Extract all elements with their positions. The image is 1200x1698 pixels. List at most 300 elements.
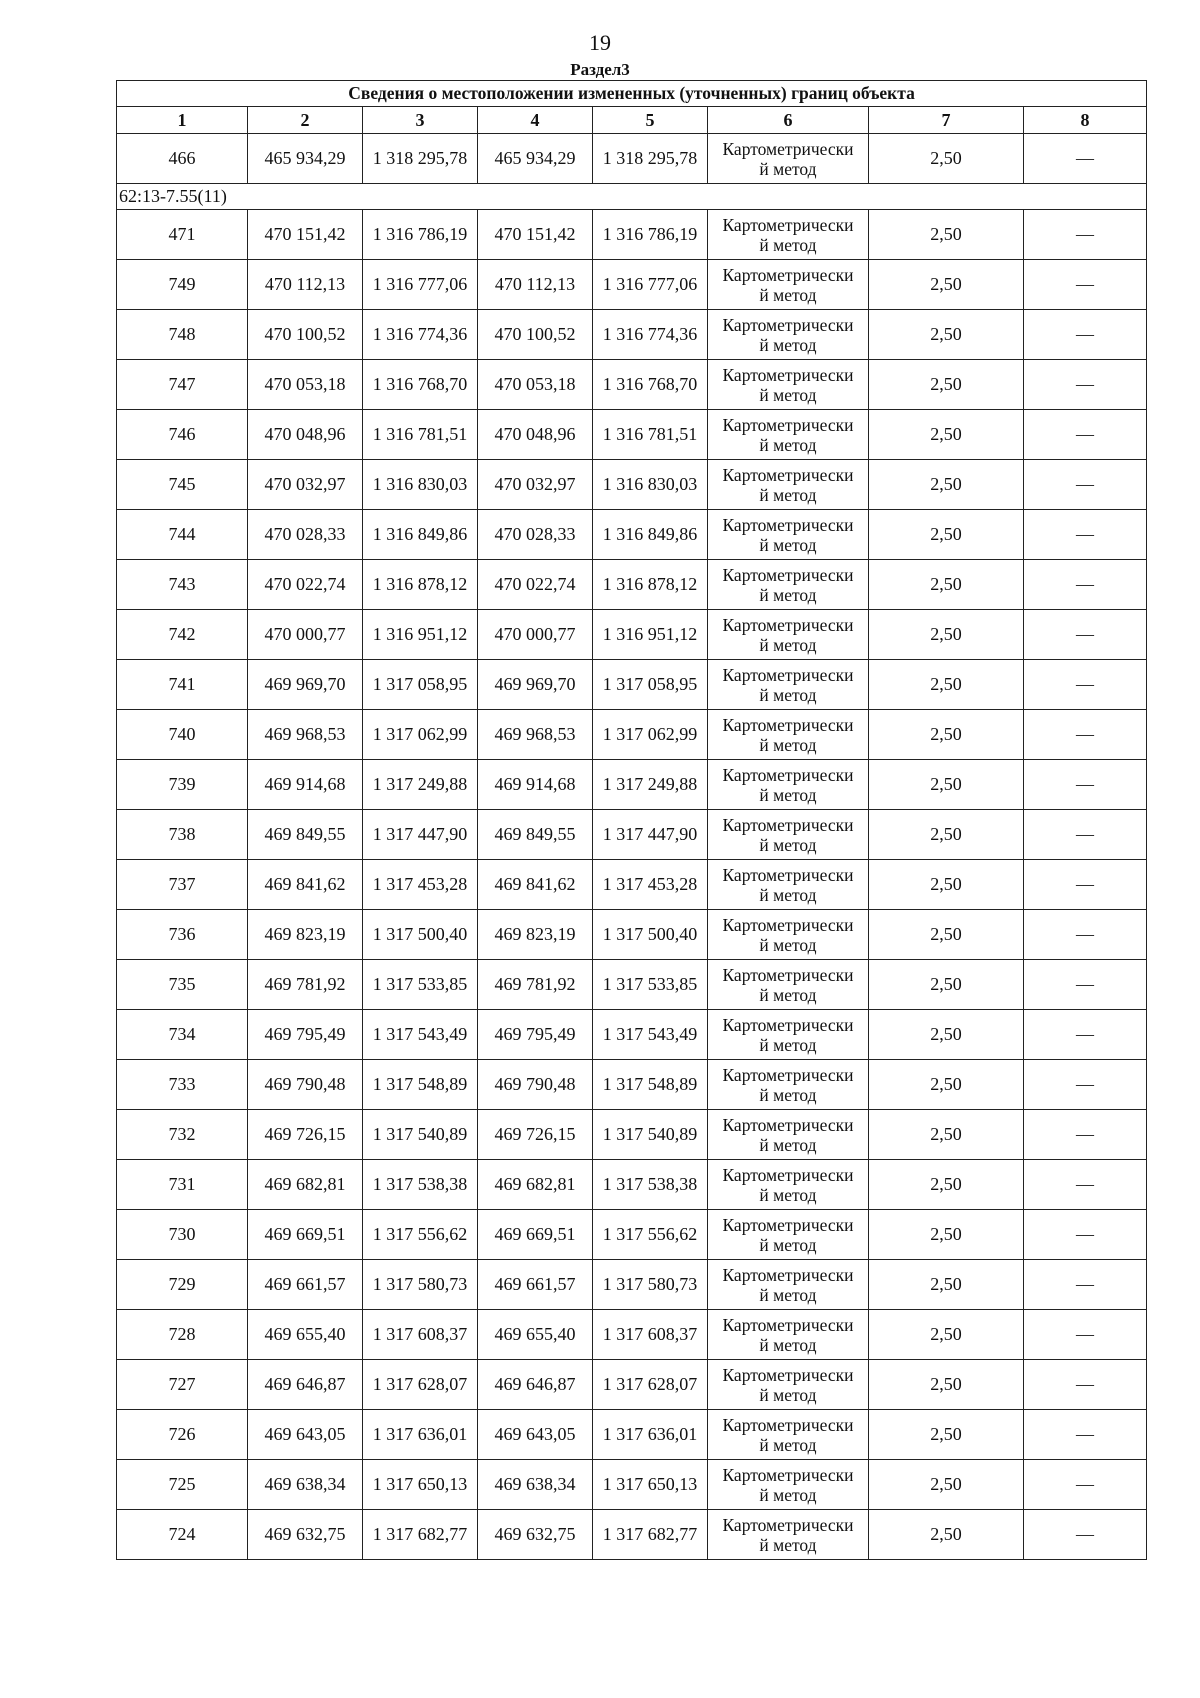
table-row [117, 660, 1147, 710]
x-old: 470 048,96 [248, 410, 363, 460]
method-cell [708, 1260, 869, 1310]
y-old: 1 316 781,51 [363, 410, 478, 460]
dash: — [1024, 1110, 1147, 1160]
x-old: 470 028,33 [248, 510, 363, 560]
dash: — [1024, 810, 1147, 860]
method-cell [708, 460, 869, 510]
table-row [117, 260, 1147, 310]
method-cell [708, 210, 869, 260]
coordinates-table [116, 80, 1147, 1560]
dash: — [1024, 1360, 1147, 1410]
accuracy: 2,50 [869, 410, 1024, 460]
y-old: 1 318 295,78 [363, 134, 478, 184]
accuracy: 2,50 [869, 260, 1024, 310]
point-number: 726 [117, 1410, 248, 1460]
accuracy: 2,50 [869, 460, 1024, 510]
x-old: 469 632,75 [248, 1510, 363, 1560]
y-new: 1 316 768,70 [593, 360, 708, 410]
point-number: 735 [117, 960, 248, 1010]
accuracy: 2,50 [869, 1210, 1024, 1260]
y-new: 1 317 650,13 [593, 1460, 708, 1510]
y-new: 1 317 556,62 [593, 1210, 708, 1260]
x-old: 469 643,05 [248, 1410, 363, 1460]
y-new: 1 317 548,89 [593, 1060, 708, 1110]
x-new: 470 048,96 [478, 410, 593, 460]
y-old: 1 316 777,06 [363, 260, 478, 310]
point-number: 734 [117, 1010, 248, 1060]
dash: — [1024, 1460, 1147, 1510]
table-row [117, 1410, 1147, 1460]
x-old: 469 968,53 [248, 710, 363, 760]
y-old: 1 317 538,38 [363, 1160, 478, 1210]
method-line-2: й метод [759, 1534, 817, 1555]
y-old: 1 316 774,36 [363, 310, 478, 360]
y-old: 1 317 580,73 [363, 1260, 478, 1310]
y-old: 1 317 556,62 [363, 1210, 478, 1260]
method-line-1: Картометрически [722, 1364, 854, 1385]
dash: — [1024, 410, 1147, 460]
x-old: 470 032,97 [248, 460, 363, 510]
y-new: 1 317 543,49 [593, 1010, 708, 1060]
method-line-1: Картометрически [722, 364, 854, 385]
point-number: 729 [117, 1260, 248, 1310]
point-number: 727 [117, 1360, 248, 1410]
accuracy: 2,50 [869, 810, 1024, 860]
x-old: 469 726,15 [248, 1110, 363, 1160]
method-cell [708, 134, 869, 184]
method-line-2: й метод [759, 1384, 817, 1405]
x-old: 465 934,29 [248, 134, 363, 184]
method-cell [708, 410, 869, 460]
dash: — [1024, 1410, 1147, 1460]
accuracy: 2,50 [869, 1410, 1024, 1460]
method-line-1: Картометрически [722, 1264, 854, 1285]
x-new: 469 655,40 [478, 1310, 593, 1360]
table-row [117, 210, 1147, 260]
dash: — [1024, 1310, 1147, 1360]
method-cell [708, 960, 869, 1010]
accuracy: 2,50 [869, 360, 1024, 410]
method-cell [708, 310, 869, 360]
method-line-1: Картометрически [722, 1064, 854, 1085]
accuracy: 2,50 [869, 1460, 1024, 1510]
y-old: 1 316 878,12 [363, 560, 478, 610]
table-row [117, 410, 1147, 460]
y-new: 1 317 540,89 [593, 1110, 708, 1160]
dash: — [1024, 1010, 1147, 1060]
x-new: 470 022,74 [478, 560, 593, 610]
accuracy: 2,50 [869, 510, 1024, 560]
x-old: 469 790,48 [248, 1060, 363, 1110]
x-new: 469 632,75 [478, 1510, 593, 1560]
table-row [117, 810, 1147, 860]
x-new: 469 795,49 [478, 1010, 593, 1060]
y-new: 1 316 878,12 [593, 560, 708, 610]
table-row [117, 1210, 1147, 1260]
x-old: 470 100,52 [248, 310, 363, 360]
method-cell [708, 660, 869, 710]
method-cell [708, 610, 869, 660]
group-row [117, 184, 1147, 210]
method-line-2: й метод [759, 1334, 817, 1355]
accuracy: 2,50 [869, 1060, 1024, 1110]
dash: — [1024, 134, 1147, 184]
x-new: 469 638,34 [478, 1460, 593, 1510]
x-old: 469 914,68 [248, 760, 363, 810]
point-number: 740 [117, 710, 248, 760]
group-label: 62:13-7.55(11) [117, 184, 1147, 210]
table-row [117, 1460, 1147, 1510]
column-number: 8 [1024, 107, 1147, 134]
table-row [117, 360, 1147, 410]
accuracy: 2,50 [869, 610, 1024, 660]
table-row [117, 1010, 1147, 1060]
dash: — [1024, 210, 1147, 260]
x-old: 469 638,34 [248, 1460, 363, 1510]
y-new: 1 316 781,51 [593, 410, 708, 460]
dash: — [1024, 310, 1147, 360]
x-new: 469 849,55 [478, 810, 593, 860]
method-line-2: й метод [759, 1184, 817, 1205]
y-old: 1 316 849,86 [363, 510, 478, 560]
x-old: 470 022,74 [248, 560, 363, 610]
x-new: 465 934,29 [478, 134, 593, 184]
method-line-2: й метод [759, 334, 817, 355]
method-line-2: й метод [759, 934, 817, 955]
x-old: 469 669,51 [248, 1210, 363, 1260]
table-row [117, 910, 1147, 960]
method-line-1: Картометрически [722, 1514, 854, 1535]
y-old: 1 317 533,85 [363, 960, 478, 1010]
method-cell [708, 1360, 869, 1410]
accuracy: 2,50 [869, 310, 1024, 360]
method-cell [708, 1110, 869, 1160]
method-line-1: Картометрически [722, 214, 854, 235]
point-number: 725 [117, 1460, 248, 1510]
x-new: 469 823,19 [478, 910, 593, 960]
method-line-1: Картометрически [722, 764, 854, 785]
point-number: 732 [117, 1110, 248, 1160]
x-old: 469 661,57 [248, 1260, 363, 1310]
y-new: 1 317 453,28 [593, 860, 708, 910]
table-row [117, 460, 1147, 510]
x-old: 469 823,19 [248, 910, 363, 960]
y-old: 1 317 636,01 [363, 1410, 478, 1460]
point-number: 741 [117, 660, 248, 710]
table-row [117, 1260, 1147, 1310]
x-old: 469 969,70 [248, 660, 363, 710]
table-row [117, 860, 1147, 910]
method-cell [708, 1410, 869, 1460]
x-new: 469 968,53 [478, 710, 593, 760]
method-cell [708, 1310, 869, 1360]
y-new: 1 317 538,38 [593, 1160, 708, 1210]
point-number: 749 [117, 260, 248, 310]
accuracy: 2,50 [869, 760, 1024, 810]
point-number: 724 [117, 1510, 248, 1560]
point-number: 746 [117, 410, 248, 460]
column-number: 1 [117, 107, 248, 134]
method-cell [708, 1010, 869, 1060]
accuracy: 2,50 [869, 1360, 1024, 1410]
method-line-2: й метод [759, 684, 817, 705]
accuracy: 2,50 [869, 210, 1024, 260]
method-line-1: Картометрически [722, 1114, 854, 1135]
y-old: 1 317 500,40 [363, 910, 478, 960]
x-old: 469 841,62 [248, 860, 363, 910]
accuracy: 2,50 [869, 1110, 1024, 1160]
x-old: 469 646,87 [248, 1360, 363, 1410]
method-line-1: Картометрически [722, 864, 854, 885]
x-new: 470 151,42 [478, 210, 593, 260]
method-line-1: Картометрически [722, 714, 854, 735]
method-line-1: Картометрически [722, 138, 854, 159]
method-line-2: й метод [759, 784, 817, 805]
point-number: 733 [117, 1060, 248, 1110]
method-cell [708, 360, 869, 410]
dash: — [1024, 260, 1147, 310]
table-caption-row [117, 81, 1147, 107]
point-number: 738 [117, 810, 248, 860]
point-number: 743 [117, 560, 248, 610]
accuracy: 2,50 [869, 1310, 1024, 1360]
dash: — [1024, 560, 1147, 610]
method-line-2: й метод [759, 234, 817, 255]
method-cell [708, 1060, 869, 1110]
method-line-2: й метод [759, 1234, 817, 1255]
x-old: 469 795,49 [248, 1010, 363, 1060]
accuracy: 2,50 [869, 910, 1024, 960]
dash: — [1024, 760, 1147, 810]
point-number: 739 [117, 760, 248, 810]
x-new: 469 726,15 [478, 1110, 593, 1160]
method-line-2: й метод [759, 1134, 817, 1155]
accuracy: 2,50 [869, 1510, 1024, 1560]
method-line-2: й метод [759, 1284, 817, 1305]
y-old: 1 317 682,77 [363, 1510, 478, 1560]
y-new: 1 316 951,12 [593, 610, 708, 660]
method-line-1: Картометрически [722, 564, 854, 585]
column-number: 4 [478, 107, 593, 134]
y-new: 1 317 447,90 [593, 810, 708, 860]
method-line-2: й метод [759, 884, 817, 905]
method-line-1: Картометрически [722, 264, 854, 285]
method-cell [708, 710, 869, 760]
method-line-2: й метод [759, 1084, 817, 1105]
table-row [117, 1160, 1147, 1210]
x-old: 470 053,18 [248, 360, 363, 410]
x-new: 469 669,51 [478, 1210, 593, 1260]
method-line-2: й метод [759, 534, 817, 555]
method-line-2: й метод [759, 1434, 817, 1455]
method-line-2: й метод [759, 634, 817, 655]
table-row [117, 710, 1147, 760]
method-cell [708, 260, 869, 310]
method-line-1: Картометрически [722, 614, 854, 635]
dash: — [1024, 460, 1147, 510]
dash: — [1024, 1060, 1147, 1110]
method-line-1: Картометрически [722, 464, 854, 485]
method-cell [708, 1210, 869, 1260]
method-line-1: Картометрически [722, 1014, 854, 1035]
point-number: 744 [117, 510, 248, 560]
y-new: 1 317 500,40 [593, 910, 708, 960]
method-cell [708, 860, 869, 910]
y-old: 1 317 058,95 [363, 660, 478, 710]
point-number: 737 [117, 860, 248, 910]
y-old: 1 317 447,90 [363, 810, 478, 860]
table-row [117, 1310, 1147, 1360]
point-number: 745 [117, 460, 248, 510]
method-line-2: й метод [759, 158, 817, 179]
dash: — [1024, 1210, 1147, 1260]
point-number: 466 [117, 134, 248, 184]
dash: — [1024, 510, 1147, 560]
table-row [117, 760, 1147, 810]
x-new: 469 841,62 [478, 860, 593, 910]
y-new: 1 318 295,78 [593, 134, 708, 184]
method-line-2: й метод [759, 734, 817, 755]
x-new: 470 028,33 [478, 510, 593, 560]
column-number: 6 [708, 107, 869, 134]
y-new: 1 316 786,19 [593, 210, 708, 260]
y-new: 1 316 777,06 [593, 260, 708, 310]
y-new: 1 316 849,86 [593, 510, 708, 560]
y-old: 1 316 830,03 [363, 460, 478, 510]
method-cell [708, 1460, 869, 1510]
accuracy: 2,50 [869, 1010, 1024, 1060]
y-old: 1 317 543,49 [363, 1010, 478, 1060]
dash: — [1024, 1510, 1147, 1560]
y-old: 1 316 768,70 [363, 360, 478, 410]
dash: — [1024, 960, 1147, 1010]
dash: — [1024, 710, 1147, 760]
point-number: 471 [117, 210, 248, 260]
method-line-1: Картометрически [722, 1464, 854, 1485]
y-old: 1 317 540,89 [363, 1110, 478, 1160]
method-line-1: Картометрически [722, 1414, 854, 1435]
method-line-1: Картометрически [722, 414, 854, 435]
y-new: 1 316 830,03 [593, 460, 708, 510]
y-old: 1 317 650,13 [363, 1460, 478, 1510]
y-old: 1 317 453,28 [363, 860, 478, 910]
table-row [117, 610, 1147, 660]
x-new: 470 032,97 [478, 460, 593, 510]
dash: — [1024, 1160, 1147, 1210]
point-number: 742 [117, 610, 248, 660]
method-cell [708, 510, 869, 560]
method-line-1: Картометрически [722, 664, 854, 685]
y-old: 1 316 951,12 [363, 610, 478, 660]
table-row [117, 1060, 1147, 1110]
accuracy: 2,50 [869, 860, 1024, 910]
method-line-2: й метод [759, 984, 817, 1005]
point-number: 731 [117, 1160, 248, 1210]
accuracy: 2,50 [869, 560, 1024, 610]
x-new: 469 790,48 [478, 1060, 593, 1110]
dash: — [1024, 1260, 1147, 1310]
y-new: 1 317 058,95 [593, 660, 708, 710]
method-cell [708, 810, 869, 860]
dash: — [1024, 360, 1147, 410]
x-new: 469 781,92 [478, 960, 593, 1010]
x-new: 470 100,52 [478, 310, 593, 360]
method-line-1: Картометрически [722, 1214, 854, 1235]
x-old: 470 000,77 [248, 610, 363, 660]
table-row [117, 310, 1147, 360]
method-line-2: й метод [759, 384, 817, 405]
x-old: 469 849,55 [248, 810, 363, 860]
method-cell [708, 760, 869, 810]
y-new: 1 317 682,77 [593, 1510, 708, 1560]
table-row [117, 960, 1147, 1010]
x-new: 470 112,13 [478, 260, 593, 310]
table-row [117, 1110, 1147, 1160]
section-title: Раздел3 [570, 60, 630, 79]
dash: — [1024, 660, 1147, 710]
table-caption: Сведения о местоположении измененных (уточненных) границ объекта [117, 81, 1147, 107]
accuracy: 2,50 [869, 134, 1024, 184]
point-number: 730 [117, 1210, 248, 1260]
method-line-1: Картометрически [722, 514, 854, 535]
accuracy: 2,50 [869, 960, 1024, 1010]
method-cell [708, 560, 869, 610]
x-new: 469 661,57 [478, 1260, 593, 1310]
method-cell [708, 1510, 869, 1560]
method-line-2: й метод [759, 484, 817, 505]
x-new: 469 643,05 [478, 1410, 593, 1460]
method-line-1: Картометрически [722, 1164, 854, 1185]
method-line-2: й метод [759, 1484, 817, 1505]
column-number-row [117, 107, 1147, 134]
dash: — [1024, 860, 1147, 910]
y-new: 1 317 249,88 [593, 760, 708, 810]
x-new: 469 682,81 [478, 1160, 593, 1210]
method-line-2: й метод [759, 584, 817, 605]
y-old: 1 317 608,37 [363, 1310, 478, 1360]
dash: — [1024, 610, 1147, 660]
y-new: 1 317 533,85 [593, 960, 708, 1010]
y-new: 1 317 580,73 [593, 1260, 708, 1310]
y-new: 1 317 636,01 [593, 1410, 708, 1460]
table-row [117, 1360, 1147, 1410]
x-new: 470 000,77 [478, 610, 593, 660]
y-new: 1 317 062,99 [593, 710, 708, 760]
y-old: 1 316 786,19 [363, 210, 478, 260]
x-new: 469 646,87 [478, 1360, 593, 1410]
y-old: 1 317 548,89 [363, 1060, 478, 1110]
y-old: 1 317 249,88 [363, 760, 478, 810]
y-old: 1 317 628,07 [363, 1360, 478, 1410]
point-number: 747 [117, 360, 248, 410]
method-line-2: й метод [759, 434, 817, 455]
x-new: 469 914,68 [478, 760, 593, 810]
x-old: 469 655,40 [248, 1310, 363, 1360]
method-line-1: Картометрически [722, 914, 854, 935]
method-line-1: Картометрически [722, 814, 854, 835]
column-number: 3 [363, 107, 478, 134]
accuracy: 2,50 [869, 660, 1024, 710]
y-new: 1 317 628,07 [593, 1360, 708, 1410]
x-old: 469 781,92 [248, 960, 363, 1010]
method-line-2: й метод [759, 284, 817, 305]
method-line-1: Картометрически [722, 314, 854, 335]
x-new: 469 969,70 [478, 660, 593, 710]
x-old: 470 151,42 [248, 210, 363, 260]
method-line-1: Картометрически [722, 1314, 854, 1335]
method-line-2: й метод [759, 1034, 817, 1055]
column-number: 2 [248, 107, 363, 134]
